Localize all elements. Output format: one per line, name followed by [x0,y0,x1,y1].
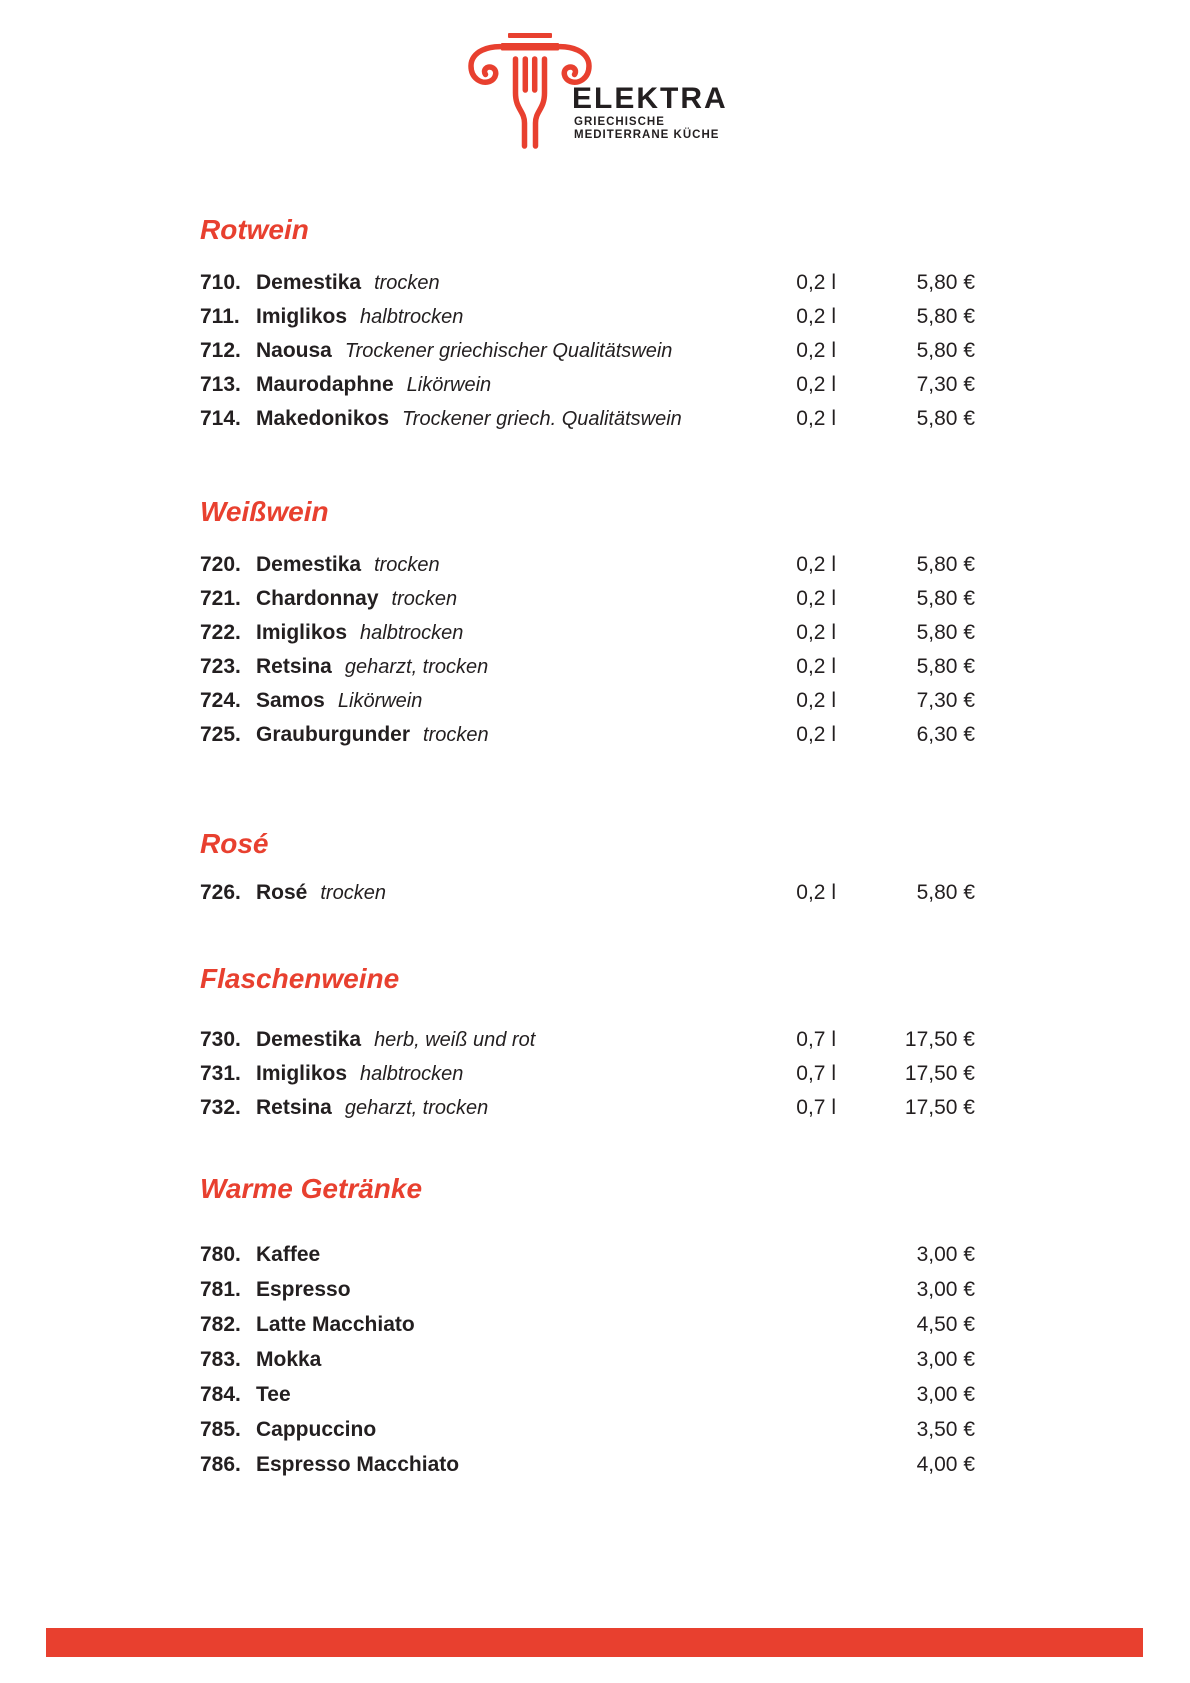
item-size: 0,2 l [796,373,836,396]
item-desc: halbtrocken [360,306,464,328]
item-desc: halbtrocken [360,1063,464,1085]
item-price: 5,80 € [916,339,975,362]
item-number: 785. [200,1418,241,1441]
menu-row [200,1237,975,1272]
item-names [256,876,746,910]
item-price: 3,50 € [916,1418,975,1441]
item-number: 720. [200,553,241,576]
item-desc: trocken [320,882,386,904]
item-price: 4,00 € [916,1453,975,1476]
item-size: 0,2 l [796,553,836,576]
item-name: Imiglikos [256,621,348,644]
item-name: Imiglikos [256,305,348,328]
item-price: 17,50 € [904,1028,975,1051]
section-rows [200,548,975,752]
item-name: Makedonikos [256,407,390,430]
item-size: 0,2 l [796,339,836,362]
item-desc: trocken [423,724,489,746]
section-rows [200,876,975,910]
section-rows [200,266,975,436]
item-names [256,1057,746,1091]
item-name: Maurodaphne [256,373,394,396]
menu-row [200,1091,975,1125]
item-price: 7,30 € [916,689,975,712]
item-names [256,368,746,402]
section-rows [200,1237,975,1482]
section-rose [200,826,975,910]
menu-row [200,876,975,910]
menu-row [200,1307,975,1342]
item-number: 784. [200,1383,241,1406]
item-number: 722. [200,621,241,644]
item-names [256,684,746,718]
menu-row [200,650,975,684]
item-number: 726. [200,881,241,904]
item-price: 5,80 € [916,305,975,328]
item-size: 0,2 l [796,723,836,746]
item-names [256,266,746,300]
item-names [256,650,746,684]
item-desc: Trockener griechischer Qualitätswein [344,340,673,362]
item-price: 5,80 € [916,881,975,904]
item-name: Cappuccino [256,1418,377,1441]
section-title: Warme Getränke [200,1173,423,1204]
item-size: 0,7 l [796,1096,836,1119]
menu-row [200,1342,975,1377]
item-desc: trocken [374,272,440,294]
menu-row [200,1057,975,1091]
item-number: 712. [200,339,241,362]
item-price: 3,00 € [916,1348,975,1371]
item-desc: trocken [374,554,440,576]
item-size: 0,2 l [796,587,836,610]
item-number: 724. [200,689,241,712]
section-title: Rosé [200,828,269,859]
item-name: Naousa [256,339,332,362]
item-names [256,1307,746,1342]
menu-row [200,1447,975,1482]
item-size: 0,2 l [796,621,836,644]
item-price: 5,80 € [916,407,975,430]
menu-row [200,616,975,650]
item-desc: Likörwein [406,374,492,396]
item-size: 0,2 l [796,881,836,904]
item-price: 3,00 € [916,1243,975,1266]
item-name: Imiglikos [256,1062,348,1085]
item-name: Demestika [256,271,362,294]
item-size: 0,2 l [796,655,836,678]
item-number: 732. [200,1096,241,1119]
item-number: 711. [200,305,240,328]
item-name: Chardonnay [256,587,379,610]
menu-row [200,334,975,368]
tagline-line1: GRIECHISCHE [574,116,665,128]
item-number: 714. [200,407,241,430]
item-size: 0,2 l [796,305,836,328]
menu-row [200,1377,975,1412]
item-names [256,1447,746,1482]
item-name: Latte Macchiato [256,1313,415,1336]
item-number: 783. [200,1348,241,1371]
item-number: 723. [200,655,241,678]
item-name: Demestika [256,1028,362,1051]
item-price: 7,30 € [916,373,975,396]
menu-row [200,1412,975,1447]
item-desc: Likörwein [337,690,423,712]
item-names [256,1237,746,1272]
item-number: 786. [200,1453,241,1476]
menu-row [200,1272,975,1307]
item-price: 6,30 € [916,723,975,746]
item-name: Espresso Macchiato [256,1453,460,1476]
item-desc: Trockener griech. Qualitätswein [402,408,682,430]
item-desc: halbtrocken [360,622,464,644]
item-size: 0,7 l [796,1062,836,1085]
menu-content [200,0,975,1482]
item-names [256,300,746,334]
item-names [256,616,746,650]
item-names [256,1272,746,1307]
item-number: 730. [200,1028,241,1051]
item-names [256,1342,746,1377]
section-title: Weißwein [200,496,329,527]
item-desc: geharzt, trocken [344,656,489,678]
item-number: 731. [200,1062,241,1085]
item-name: Retsina [256,1096,332,1119]
item-price: 3,00 € [916,1383,975,1406]
menu-row [200,1023,975,1057]
item-number: 710. [200,271,241,294]
item-desc: geharzt, trocken [344,1097,489,1119]
item-name: Demestika [256,553,362,576]
item-name: Espresso [256,1278,351,1301]
section-weisswein [200,494,975,752]
item-names [256,1091,746,1125]
item-name: Kaffee [256,1243,321,1266]
section-title: Rotwein [200,214,309,245]
item-size: 0,7 l [796,1028,836,1051]
section-rows [200,1023,975,1125]
item-names [256,582,746,616]
item-price: 5,80 € [916,587,975,610]
item-price: 4,50 € [916,1313,975,1336]
item-number: 782. [200,1313,241,1336]
menu-row [200,368,975,402]
menu-row [200,684,975,718]
item-price: 17,50 € [904,1062,975,1085]
item-number: 781. [200,1278,241,1301]
item-size: 0,2 l [796,689,836,712]
item-names [256,402,746,436]
item-desc: trocken [391,588,458,610]
section-flaschenweine [200,961,975,1125]
item-name: Retsina [256,655,332,678]
item-names [256,334,746,368]
section-rotwein [200,212,975,436]
tagline-line2: MEDITERRANE KÜCHE [574,129,720,141]
item-price: 5,80 € [916,655,975,678]
item-name: Grauburgunder [256,723,411,746]
section-title: Flaschenweine [200,963,400,994]
item-name: Samos [256,689,325,712]
item-size: 0,2 l [796,271,836,294]
item-name: Rosé [256,881,308,904]
item-number: 780. [200,1243,241,1266]
item-names [256,1023,746,1057]
menu-row [200,300,975,334]
item-number: 713. [200,373,241,396]
menu-row [200,548,975,582]
item-names [256,1377,746,1412]
item-price: 5,80 € [916,271,975,294]
menu-row [200,266,975,300]
brand-name: ELEKTRA [572,82,728,115]
item-name: Mokka [256,1348,322,1371]
menu-row [200,582,975,616]
item-number: 725. [200,723,241,746]
item-price: 3,00 € [916,1278,975,1301]
menu-row [200,402,975,436]
item-price: 5,80 € [916,621,975,644]
item-number: 721. [200,587,241,610]
item-names [256,548,746,582]
section-warme-getraenke [200,1171,975,1482]
item-names [256,718,746,752]
item-desc: herb, weiß und rot [374,1029,536,1051]
item-price: 5,80 € [916,553,975,576]
item-size: 0,2 l [796,407,836,430]
item-name: Tee [256,1383,291,1406]
item-price: 17,50 € [904,1096,975,1119]
menu-row [200,718,975,752]
footer-accent-bar [46,1628,1143,1657]
item-names [256,1412,746,1447]
